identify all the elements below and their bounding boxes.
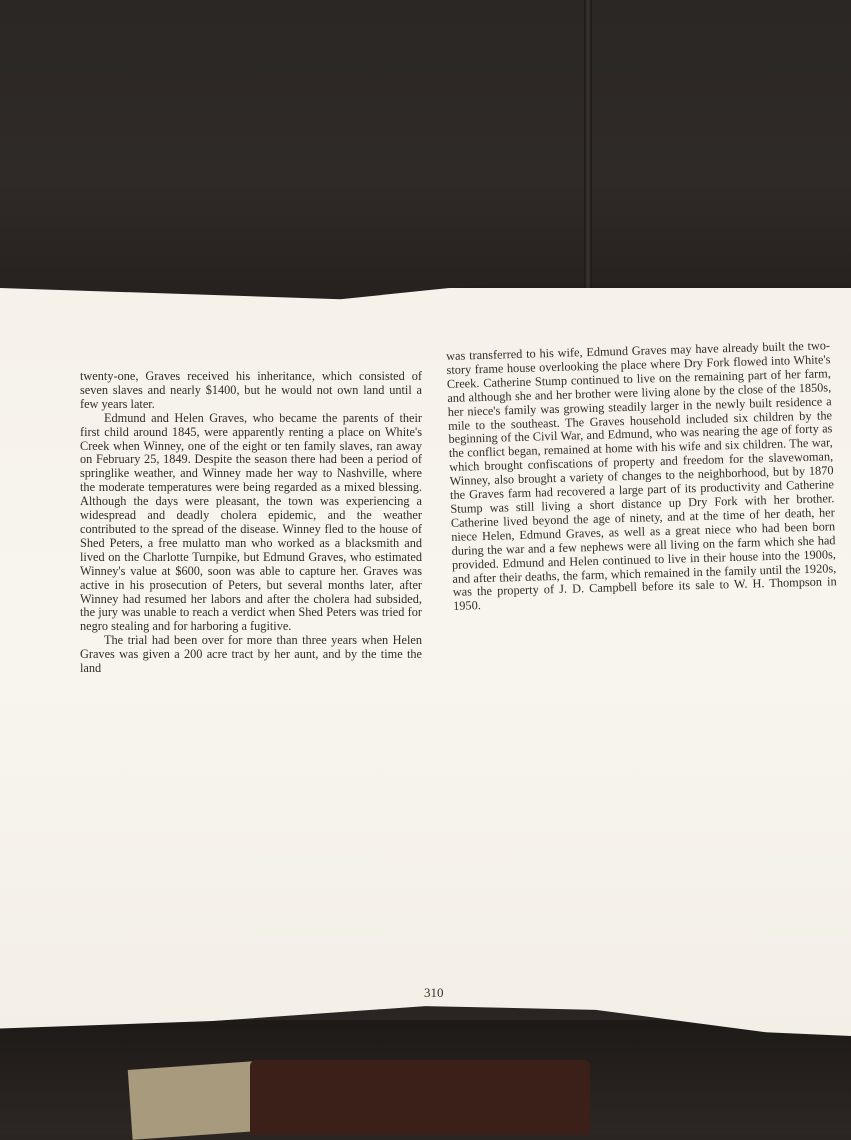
table-seam	[584, 0, 592, 290]
paragraph: Edmund and Helen Graves, who became the parents of their first child around 1845, were apparently renting a place on White's Creek when Winney, one of the eight or ten family slaves, ran away on February 25, 1849. Despite the season there had been a period of springlike weather, and Winney made her way to Nashville, where the moderate temperatures were being regarded as a mixed blessing. Although the days were pleasant, the town was experiencing a widespread and deadly cholera epidemic, and the weather contributed to the spread of the disease. Winney fled to the house of Shed Peters, a free mulatto man who worked as a blacksmith and lived on the Charlotte Turnpike, but Edmund Graves, who estimated Winney's value at $600, soon was able to capture her. Graves was active in his prosecution of Peters, but several months later, after Winney had resumed her labors and after the cholera had subsided, the jury was unable to reach a verdict when Shed Peters was tried for negro stealing and for harboring a fugitive.	[80, 410, 422, 634]
table-surface	[0, 0, 851, 300]
paragraph: was transferred to his wife, Edmund Graves may have already built the two-story frame house overlooking the place where Dry Fork flowed into White's Creek. Catherine Stump continued to live on the remaining part of her farm, and although she and her brother were living alone by the close of the 1850s, her niece's family was growing steadily larger in the newly built residence a mile to the southeast. The Graves household included six children by the beginning of the Civil War, and Edmund, who was nearing the age of forty as the conflict began, remained at home with his wife and six children. The war, which brought confiscations of property and freedom for the slavewoman, Winney, also brought a variety of changes to the neighborhood, but by 1870 the Graves farm had recovered a large part of its productivity and Catherine Stump was still living a short distance up Dry Fork with her brother. Catherine lived beyond the age of ninety, and at the time of her death, her niece Helen, Edmund Graves, as well as a great niece who had been born during the war and a few nephews were all living on the farm which she had provided. Edmund and Helen continued to live in their house into the 1900s, and after their deaths, the farm, which remained in the family until the 1920s, was the property of J. D. Campbell before its sale to W. H. Thompson in 1950.	[445, 338, 837, 614]
left-text-column	[80, 370, 422, 676]
wooden-stool	[250, 1060, 590, 1135]
paragraph: The trial had been over for more than three years when Helen Graves was given a 200 acre tract by her aunt, and by the time the land	[80, 633, 422, 676]
right-text-column	[446, 339, 837, 614]
paragraph: twenty-one, Graves received his inheritance, which consisted of seven slaves and nearly $1400, but he would not own land until a few years later.	[80, 369, 422, 411]
page-number: 310	[424, 985, 444, 1000]
